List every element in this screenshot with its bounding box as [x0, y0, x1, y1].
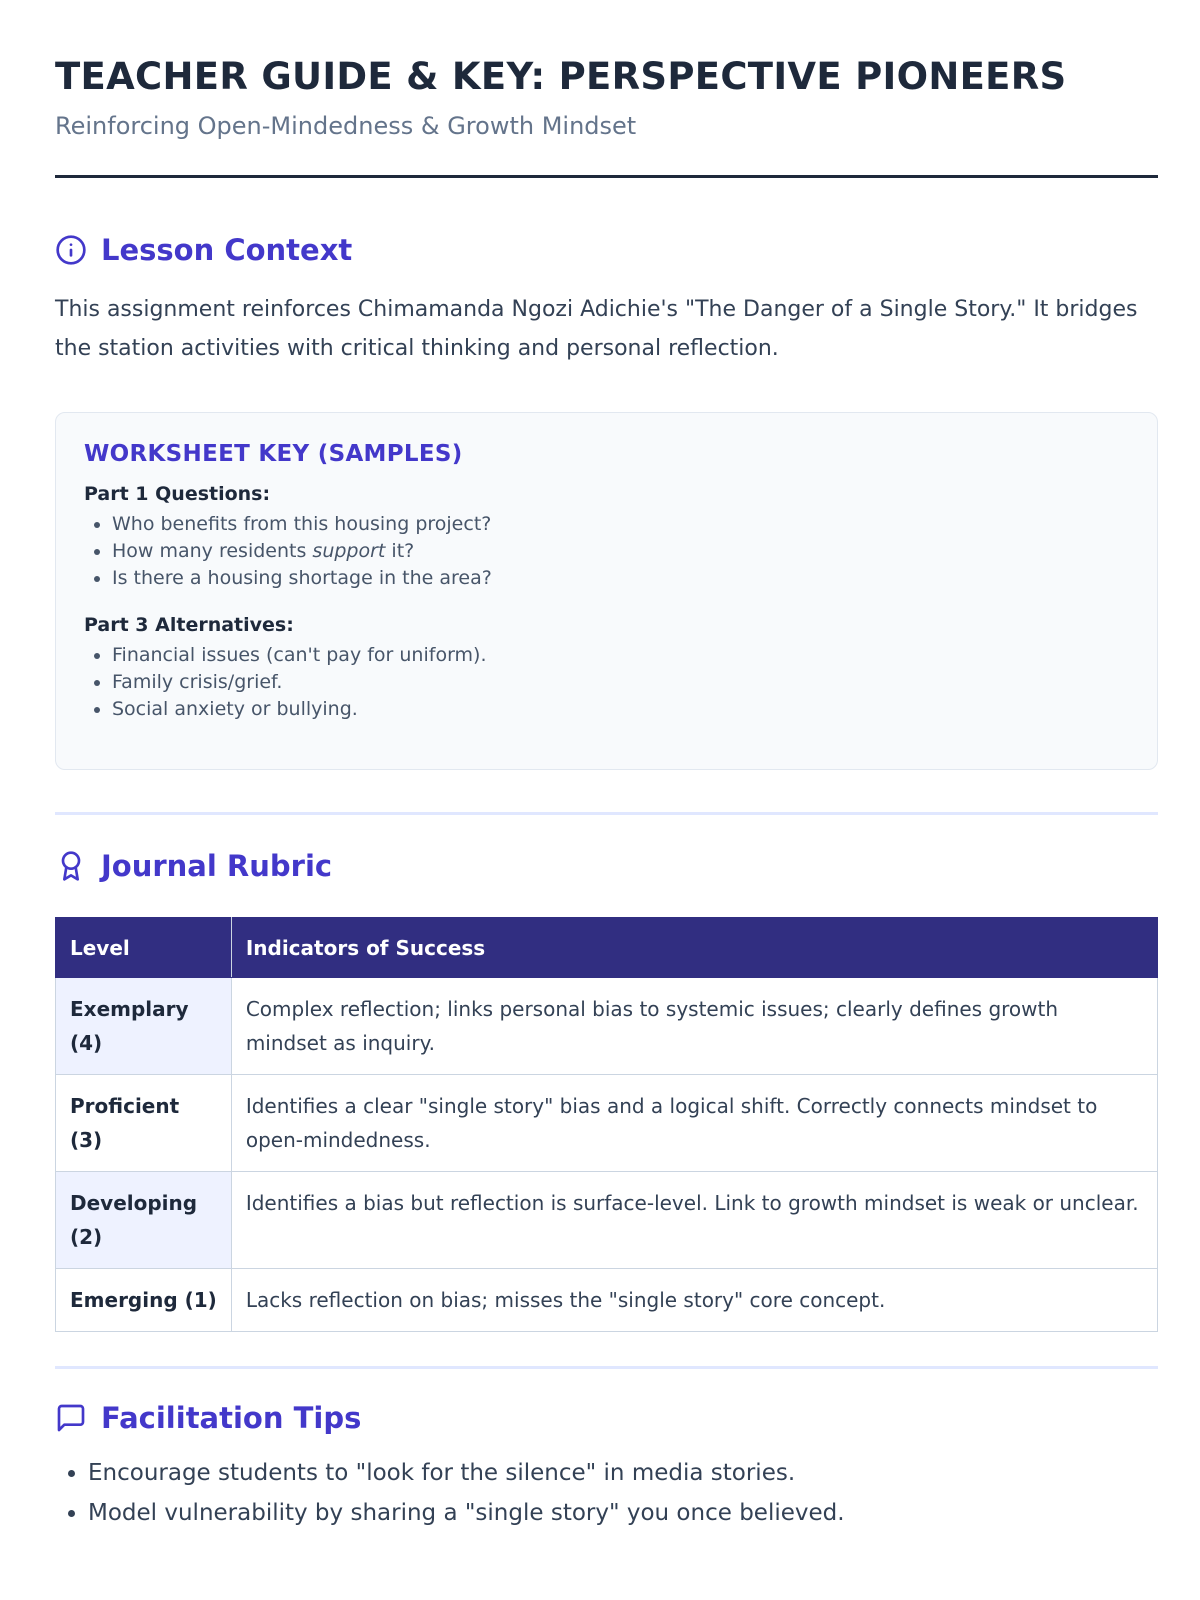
rubric-level: Proficient (3): [56, 1075, 232, 1172]
table-row: [56, 1269, 1158, 1332]
worksheet-key-box: [55, 412, 1158, 770]
list-item: • Financial issues (can't pay for uniform).: [112, 642, 1129, 669]
rubric-level: Exemplary (4): [56, 978, 232, 1075]
rubric-indicator: Identifies a bias but reflection is surface-level. Link to growth mindset is weak or unclear.: [231, 1172, 1157, 1269]
worksheet-key-title: WORKSHEET KEY (SAMPLES): [84, 441, 463, 467]
list-item: [112, 538, 1129, 565]
journal-rubric-title: Journal Rubric: [101, 849, 333, 883]
list-item: • Encourage students to "look for the silence" in media stories.: [88, 1453, 845, 1493]
facilitation-tips-title: Facilitation Tips: [101, 1401, 362, 1435]
rubric-level: Developing (2): [56, 1172, 232, 1269]
list-item: • Who benefits from this housing project?: [112, 511, 1129, 538]
column-header-indicators: Indicators of Success: [231, 918, 1157, 978]
table-row: [56, 1075, 1158, 1172]
lesson-context-title: Lesson Context: [101, 233, 353, 267]
part3-list: [84, 642, 1129, 723]
rubric-indicator: Lacks reflection on bias; misses the "single story" core concept.: [231, 1269, 1157, 1332]
list-item: • Is there a housing shortage in the area?: [112, 565, 1129, 592]
part1-list: [84, 511, 1129, 592]
list-item: • Family crisis/grief.: [112, 669, 1129, 696]
list-item-text: How many residents: [112, 540, 313, 562]
rubric-table: [55, 917, 1158, 1332]
section-divider: [55, 1366, 1158, 1369]
page-title: TEACHER GUIDE & KEY: PERSPECTIVE PIONEERS: [55, 55, 1067, 98]
page-subtitle: Reinforcing Open-Mindedness & Growth Mindset: [55, 112, 637, 140]
rubric-level: Emerging (1): [56, 1269, 232, 1332]
info-icon: [55, 234, 87, 266]
table-row: [56, 1172, 1158, 1269]
rubric-indicator: Identifies a clear "single story" bias and a logical shift. Correctly connects mindset to open-mindedness.: [231, 1075, 1157, 1172]
table-header-row: [56, 918, 1158, 978]
journal-rubric-heading: [55, 846, 332, 886]
list-item-emphasis: support: [312, 540, 386, 562]
header-divider: [55, 175, 1158, 178]
list-item: • Social anxiety or bullying.: [112, 696, 1129, 723]
lesson-context-heading: [55, 230, 352, 270]
section-divider: [55, 812, 1158, 815]
rubric-indicator: Complex reflection; links personal bias to systemic issues; clearly defines growth mindset as inquiry.: [231, 978, 1157, 1075]
message-square-icon: [55, 1402, 87, 1434]
list-item-text: it?: [385, 540, 415, 562]
part3-heading: Part 3 Alternatives:: [84, 614, 294, 636]
list-item: • Model vulnerability by sharing a "single story" you once believed.: [88, 1493, 845, 1533]
lesson-context-text: This assignment reinforces Chimamanda Ngozi Adichie's "The Danger of a Single Story." It bridges the station activities with critical thinking and personal reflection.: [55, 297, 1138, 361]
part1-heading: Part 1 Questions:: [84, 483, 271, 505]
column-header-level: Level: [56, 918, 232, 978]
facilitation-tips-heading: [55, 1398, 361, 1438]
table-row: [56, 978, 1158, 1075]
award-icon: [55, 850, 87, 882]
facilitation-tips-list: [55, 1453, 845, 1533]
